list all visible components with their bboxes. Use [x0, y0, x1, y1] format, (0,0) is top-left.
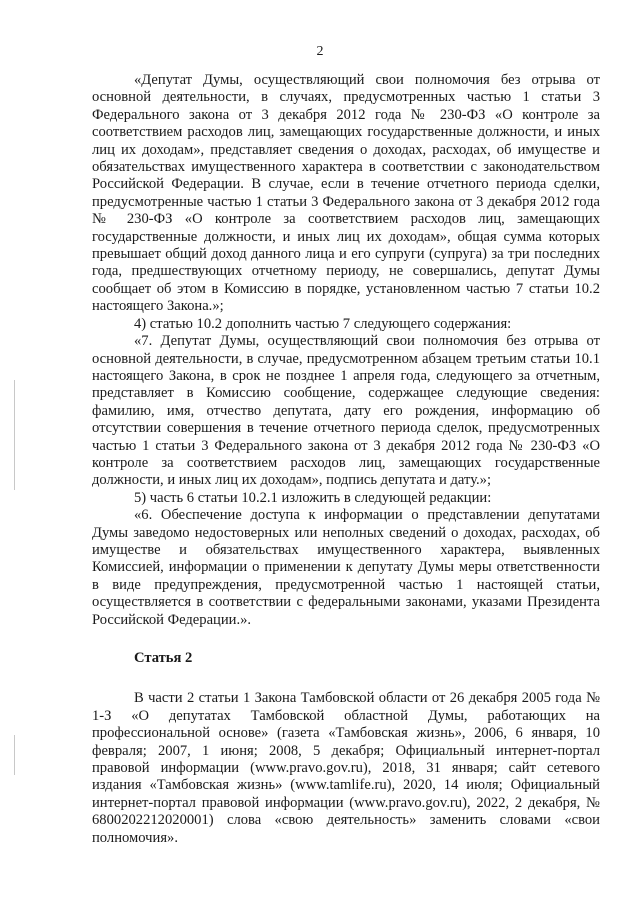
scan-margin-mark [14, 380, 15, 490]
article-heading: Статья 2 [134, 650, 193, 666]
page-number: 2 [316, 44, 324, 59]
scan-margin-mark [14, 735, 15, 775]
paragraph-amend-article-10-2-1: 5) часть 6 статьи 10.2.1 изложить в следующей редакции: [134, 489, 492, 506]
paragraph-amend-article-10-2: 4) статью 10.2 дополнить частью 7 следующего содержания: [134, 315, 512, 332]
paragraph-deputy-income-report: «Депутат Думы, осуществляющий свои полномочия без отрыва от основной деятельности, в случаях, предусмотренных частью 1 статьи 3 Федерального закона от 3 декабря 2012 года № 230-ФЗ «О контроле за соответствием расходов лиц, замещающих государственные должности, и иных лиц их доходам», представляет сведения о доходах, расходах, об имуществе и обязательствах имущественного характера в соответствии с законодательством Российской Федерации. В случае, если в течение отчетного периода сделки, предусмотренные частью 1 статьи 3 Федерального закона от 3 декабря 2012 года № 230-ФЗ «О контроле за соответствием расходов лиц, замещающих государственные должности, и иных лиц их доходам», общая сумма которых превышает общий доход данного лица и его супруги (супруга) за три последних года, предшествующих отчетному периоду, не совершались, депутат Думы сообщает об этом в Комиссию в порядке, установленном частью 7 статьи 10.2 настоящего Закона.»; [92, 72, 600, 315]
document-body [92, 72, 600, 847]
paragraph-part-7-text: «7. Депутат Думы, осуществляющий свои полномочия без отрыва от основной деятельности, в случае, предусмотренном абзацем третьим статьи 10.1 настоящего Закона, в срок не позднее 1 апреля года, следующего за отчетным, представляет в Комиссию сообщение, содержащее следующие сведения: фамилию, имя, отчество депутата, дату его рождения, информацию об отсутствии совершения в течение отчетного периода сделок, предусмотренных частью 1 статьи 3 Федерального закона от 3 декабря 2012 года № 230-ФЗ «О контроле за соответствием расходов лиц, замещающих государственные должности, и иных лиц их доходам», подпись депутата и дату.»; [92, 333, 600, 489]
paragraph-part-6-text: «6. Обеспечение доступа к информации о представлении депутатами Думы заведомо недостоверных или неполных сведений о доходах, расходах, об имуществе и обязательствах имущественного характера, выявленных Комиссией, информации о применении к депутату Думы меры ответственности в виде предупреждения, предусмотренной частью 1 настоящей статьи, осуществляется в соответствии с федеральными законами, указами Президента Российской Федерации.». [92, 507, 600, 628]
paragraph-article-2-text: В части 2 статьи 1 Закона Тамбовской области от 26 декабря 2005 года № 1-З «О депутатах Тамбовской областной Думы, работающих на профессиональной основе» (газета «Тамбовская жизнь», 2006, 6 января, 10 февраля; 2007, 1 июня; 2008, 5 декабря; Официальный интернет-портал правовой информации (www.pravo.gov.ru), 2018, 31 января; сайт сетевого издания «Тамбовская жизнь» (www.tamlife.ru), 2020, 14 июля; Официальный интернет-портал правовой информации (www.pravo.gov.ru), 2022, 2 декабря, № 6800202212020001) слова «свою деятельность» заменить словами «свои полномочия». [92, 690, 600, 846]
